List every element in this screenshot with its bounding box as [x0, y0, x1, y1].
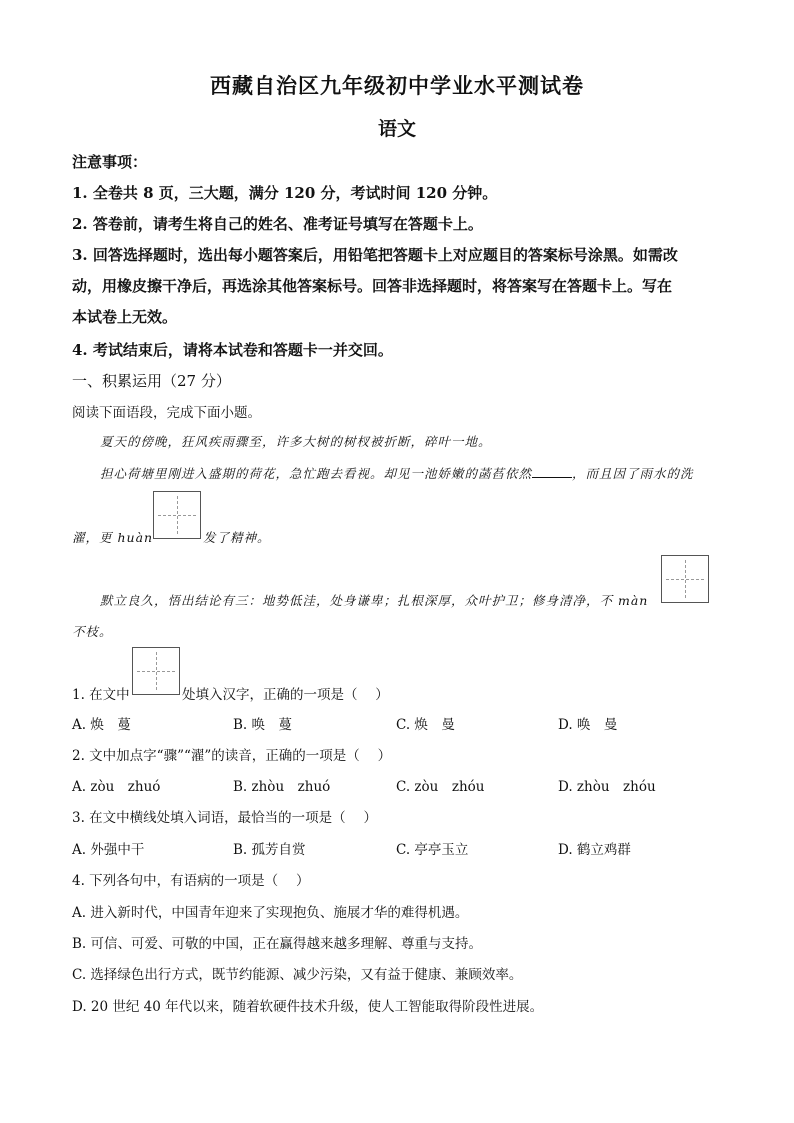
writing-box-man	[661, 555, 709, 603]
question-2-option-d[interactable]: D. zhòu zhóu	[558, 779, 656, 795]
question-4-option-d[interactable]: D. 20 世纪 40 年代以来，随着软硬件技术升级，使人工智能取得阶段性进展。	[72, 999, 544, 1015]
question-4-option-b[interactable]: B. 可信、可爱、可敬的中国，正在赢得越来越多理解、尊重与支持。	[72, 936, 483, 952]
passage-p2-start: 担心荷塘里刚进入盛期的荷花，急忙跑去看视。却见一池娇嫩的菡萏依然	[100, 466, 533, 481]
question-2-option-b[interactable]: B. zhòu zhuó	[233, 779, 331, 795]
writing-box-sample	[132, 647, 180, 695]
question-2-option-c[interactable]: C. zòu zhóu	[396, 779, 485, 795]
question-2-option-a[interactable]: A. zòu zhuó	[72, 779, 161, 795]
question-1-option-b[interactable]: B. 唤 蔓	[233, 717, 293, 733]
question-3-option-c[interactable]: C. 亭亭玉立	[396, 842, 469, 858]
question-3-option-d[interactable]: D. 鹤立鸡群	[558, 842, 631, 858]
question-2-stem: 2. 文中加点字“骤”“濯”的读音，正确的一项是（ ）	[72, 748, 392, 764]
passage-paragraph-1: 夏天的傍晚，狂风疾雨骤至，许多大树的树杈被折断，碎叶一地。	[100, 434, 492, 449]
subject-title: 语文	[377, 118, 416, 140]
passage-p3-start: 濯，更 huàn	[72, 530, 154, 545]
page-title: 西藏自治区九年级初中学业水平测试卷	[210, 73, 584, 98]
passage-p2-end: ，而且因了雨水的洗	[572, 466, 694, 481]
question-3-stem: 3. 在文中横线处填入词语，最恰当的一项是（ ）	[72, 810, 377, 826]
fill-blank-line	[532, 465, 572, 478]
question-1-option-d[interactable]: D. 唤 曼	[558, 717, 618, 733]
reading-intro: 阅读下面语段，完成下面小题。	[72, 405, 261, 421]
section-heading: 一、积累运用（27 分）	[72, 372, 231, 390]
passage-p3-end: 发了精神。	[203, 530, 271, 545]
notice-item-1: 1. 全卷共 8 页，三大题，满分 120 分，考试时间 120 分钟。	[72, 184, 498, 202]
passage-paragraph-2	[100, 464, 694, 482]
question-3-option-a[interactable]: A. 外强中干	[72, 842, 145, 858]
question-4-stem: 4. 下列各句中，有语病的一项是（ ）	[72, 873, 310, 889]
notice-item-3-line-2: 动，用橡皮擦干净后，再选涂其他答案标号。回答非选择题时，将答案写在答题卡上。写在	[72, 277, 673, 295]
question-1-option-c[interactable]: C. 焕 曼	[396, 717, 455, 733]
notice-item-4: 4. 考试结束后，请将本试卷和答题卡一并交回。	[72, 341, 393, 359]
notice-item-3-line-1: 3. 回答选择题时，选出每小题答案后，用铅笔把答题卡上对应题目的答案标号涂黑。如需改	[72, 246, 678, 264]
question-1-option-a[interactable]: A. 焕 蔓	[72, 717, 131, 733]
passage-paragraph-4: 默立良久，悟出结论有三：地势低洼，处身谦卑；扎根深厚，众叶护卫；修身清净，不 màn	[100, 593, 649, 608]
notice-heading: 注意事项：	[72, 153, 148, 171]
passage-paragraph-5: 不枝。	[72, 624, 113, 639]
question-1-stem-start: 1. 在文中	[72, 687, 130, 703]
notice-item-3-line-3: 本试卷上无效。	[72, 308, 178, 326]
question-3-option-b[interactable]: B. 孤芳自赏	[233, 842, 306, 858]
notice-item-2: 2. 答卷前，请考生将自己的姓名、准考证号填写在答题卡上。	[72, 215, 483, 233]
question-4-option-a[interactable]: A. 进入新时代，中国青年迎来了实现抱负、施展才华的难得机遇。	[72, 905, 469, 921]
question-1-stem-end: 处填入汉字，正确的一项是（ ）	[182, 687, 389, 703]
writing-box-huan	[153, 491, 201, 539]
question-4-option-c[interactable]: C. 选择绿色出行方式，既节约能源、减少污染，又有益于健康、兼顾效率。	[72, 967, 523, 983]
